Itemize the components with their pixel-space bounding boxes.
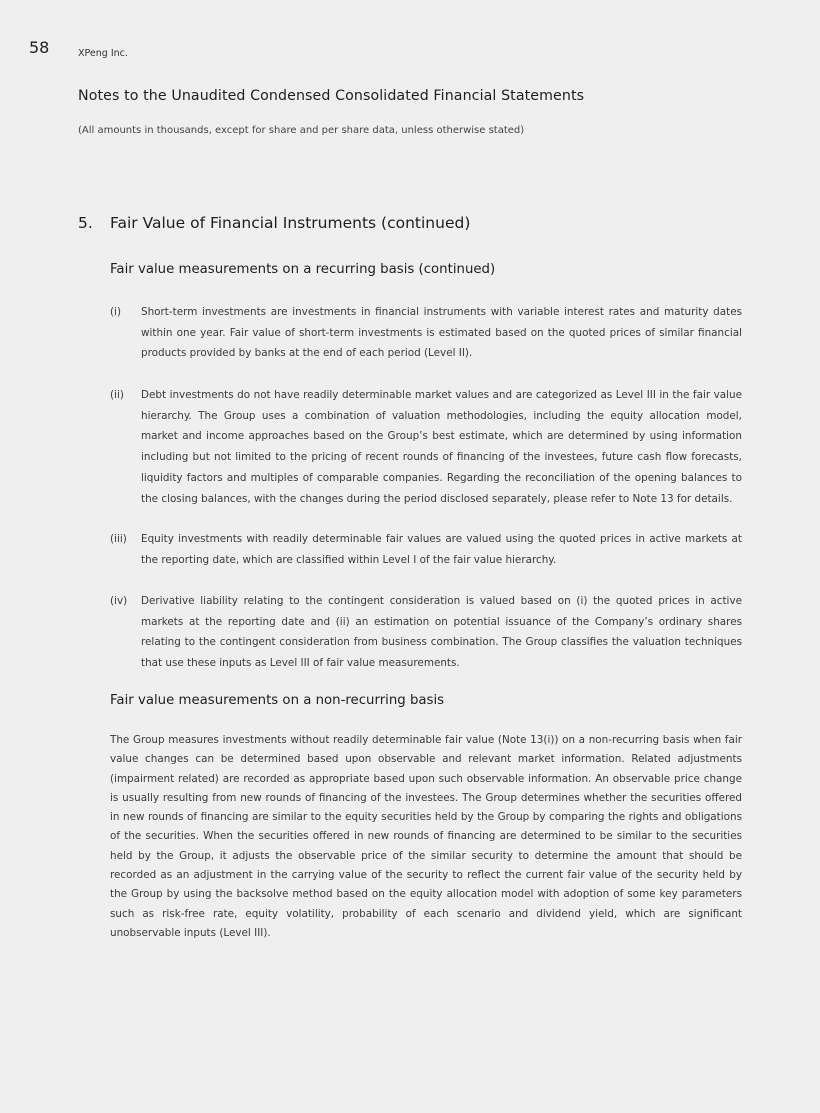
section-title: Fair Value of Financial Instruments (continued): [110, 214, 471, 232]
note-label: (iii): [110, 533, 127, 545]
nonrecurring-heading: Fair value measurements on a non-recurring basis: [110, 693, 445, 708]
note-label: (ii): [110, 389, 124, 401]
document-title: Notes to the Unaudited Condensed Consolidated Financial Statements: [78, 88, 585, 104]
company-name: XPeng Inc.: [78, 48, 128, 59]
section-number: 5.: [78, 214, 93, 232]
page-number: 58: [29, 38, 50, 57]
document-subtitle: (All amounts in thousands, except for share and per share data, unless otherwise stated): [78, 125, 525, 136]
note-item-i: [110, 302, 742, 364]
note-label: (i): [110, 306, 121, 318]
nonrecurring-paragraph: The Group measures investments without readily determinable fair value (Note 13(i)) on a non-recurring basis when fair value changes can be determined based upon observable and relevant market information. Related adjustments (impairment related) are recorded as appropriate based upon such observable information. An observable price change is usually resulting from new rounds of financing of the investees. The Group determines whether the securities offered in new rounds of financing are similar to the equity securities held by the Group by comparing the rights and obligations of the securities. When the securities offered in new rounds of financing are determined to be similar to the securities held by the Group, it adjusts the observable price of the similar security to determine the amount that should be recorded as an adjustment in the carrying value of the security to reflect the current fair value of the security held by the Group by using the backsolve method based on the equity allocation model with adoption of some key parameters such as risk-free rate, equity volatility, probability of each scenario and dividend yield, which are significant unobservable inputs (Level III).: [110, 734, 742, 939]
note-label: (iv): [110, 595, 128, 607]
note-text: Derivative liability relating to the contingent consideration is valued based on (i) the quoted prices in active markets at the reporting date and (ii) an estimation on potential issuance of the Company’s ordinary shares relating to the contingent consideration from business combination. The Group classifies the valuation techniques that use these inputs as Level III of fair value measurements.: [141, 595, 742, 670]
note-text: Equity investments with readily determinable fair values are valued using the quoted prices in active markets at the reporting date, which are classified within Level I of the fair value hierarchy.: [141, 533, 742, 566]
note-text: Short-term investments are investments in financial instruments with variable interest rates and maturity dates within one year. Fair value of short-term investments is estimated based on the quoted prices of similar financial products provided by banks at the end of each period (Level II).: [141, 306, 742, 360]
note-item-iii: [110, 529, 742, 570]
note-text: Debt investments do not have readily determinable market values and are categorized as Level III in the fair value hierarchy. The Group uses a combination of valuation methodologies, including the equity allocation model, market and income approaches based on the Group’s best estimate, which are determined by using information including but not limited to the pricing of recent rounds of financing of the investees, future cash flow forecasts, liquidity factors and multiples of comparable companies. Regarding the reconciliation of the opening balances to the closing balances, with the changes during the period disclosed separately, please refer to Note 13 for details.: [141, 389, 742, 505]
recurring-heading: Fair value measurements on a recurring basis (continued): [110, 262, 496, 277]
note-item-iv: [110, 591, 742, 674]
note-item-ii: [110, 385, 742, 509]
